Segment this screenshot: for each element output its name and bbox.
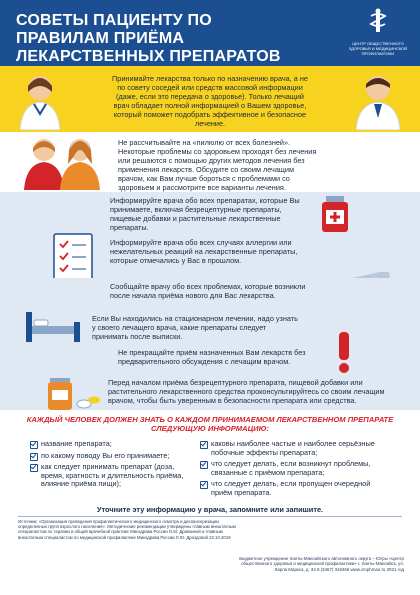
check-icon: [30, 441, 38, 449]
block-8-text: Перед началом приёма безрецептурного препарата, пищевой добавки или растительного лекарственного средства проконсультируйтесь со своим лечащим врачом, чтобы быть уверенным в безопасности препарата или средства.: [108, 378, 385, 405]
block-3-text: Информируйте врача обо всех препаратах, которые Вы принимаете, включая безрецептурные препараты, пищевые добавки и растительные лекарственные препараты.: [110, 196, 300, 232]
footer-divider: [18, 516, 402, 517]
block-4-text: Информируйте врача обо всех случаях аллергии или нежелательных реакций на лекарственные препараты, которые отмечались у Вас в прошлом.: [110, 238, 298, 265]
block-5-text: Сообщайте врачу обо всех проблемах, которые возникли после начала приёма нового для Вас лекарства.: [110, 282, 306, 300]
knowledge-title: КАЖДЫЙ ЧЕЛОВЕК ДОЛЖЕН ЗНАТЬ О КАЖДОМ ПРИНИМАЕМОМ ЛЕКАРСТВЕННОМ ПРЕПАРАТЕ СЛЕДУЮЩУЮ ИНФОРМАЦИЮ:: [26, 415, 394, 433]
check-icon: [30, 453, 38, 461]
pills-bottle-icon: [44, 372, 102, 412]
page-title: СОВЕТЫ ПАЦИЕНТУ ПО ПРАВИЛАМ ПРИЁМА ЛЕКАРСТВЕННЫХ ПРЕПАРАТОВ: [16, 12, 281, 65]
check-icon: [200, 441, 208, 449]
doctor-male-icon: [348, 70, 408, 130]
list-item: как следует принимать препарат (доза, время, кратность и длительность приёма, влияние приёма пищи);: [30, 463, 190, 489]
block-6-text: Если Вы находились на стационарном лечении, надо узнать у своего лечащего врача, какие препараты следует принимать после выписки.: [92, 314, 298, 341]
list-item: что следует делать, если возникнут проблемы, связанные с приёмом препарата;: [200, 460, 390, 477]
footer-organization: Бюджетное учреждение Ханты-Мансийского автономного округа – Югры «Центр общественного здоровья и медицинской профилактики» г. Ханты-Мансийск, ул. Карла Маркса, д. 34 8 (3467) 318466 www.cmphmao.ru 2021 год: [239, 556, 404, 572]
knowledge-list-left: [30, 440, 190, 492]
logo-text: ЦЕНТР ОБЩЕСТВЕННОГО ЗДОРОВЬЯ И МЕДИЦИНСКОЙ ПРОФИЛАКТИКИ: [348, 41, 408, 56]
checklist-icon: [50, 232, 98, 282]
patients-icon: [16, 134, 108, 190]
medicine-bottle-icon: [318, 194, 352, 234]
list-item: по какому поводу Вы его принимаете;: [30, 452, 190, 461]
list-item: каковы наиболее частые и наиболее серьёзные побочные эффекты препарата;: [200, 440, 390, 457]
list-item: название препарата;: [30, 440, 190, 449]
list-item: что следует делать, если пропущен очередной приём препарата.: [200, 480, 390, 497]
block-1-text: Принимайте лекарства только по назначению врача, а не по совету соседей или средств массовой информации (даже, если это передача о здоровье). Только лечащий врач обладает полной информацией о Вашем здоровье, который поможет подобрать эффективное и безопасное лечение.: [112, 74, 308, 128]
closing-note: Уточните эту информацию у врача, запомните или запишите.: [96, 505, 324, 514]
footer-source: Источник: «Организация проведения профилактического медицинского осмотра и диспансеризации определенных групп взрослого населения». Методические рекомендации утверждены главным внештатным специалистом по терапии и общей врачебной практике Минздрава России О.М. Драпкиной и главным внештатным специалистом по медицинской профилактике Минздрава России Л.Ю. Дроздовой 22.10.2019: [18, 519, 236, 540]
check-icon: [200, 461, 208, 469]
caduceus-logo-icon: [365, 8, 391, 34]
doctor-female-icon: [12, 70, 68, 130]
block-7-text: Не прекращайте приём назначенных Вам лекарств без предварительного обсуждения с лечащим врачом.: [118, 348, 306, 366]
block-2-text: Не рассчитывайте на «пилюлю от всех болезней». Некоторые проблемы со здоровьем проходят без лечения или решаются с помощью других методов лечения без применения лекарств. Обсудите со своим лечащим врачом, как Вам лучше бороться с проблемами со здоровьем и рассмотрите все варианты лечения.: [118, 138, 317, 192]
knowledge-list-right: [200, 440, 390, 501]
check-icon: [30, 464, 38, 472]
hospital-bed-icon: [22, 306, 84, 346]
warning-exclamation-icon: [322, 330, 366, 374]
check-icon: [200, 481, 208, 489]
logo: [348, 8, 408, 56]
